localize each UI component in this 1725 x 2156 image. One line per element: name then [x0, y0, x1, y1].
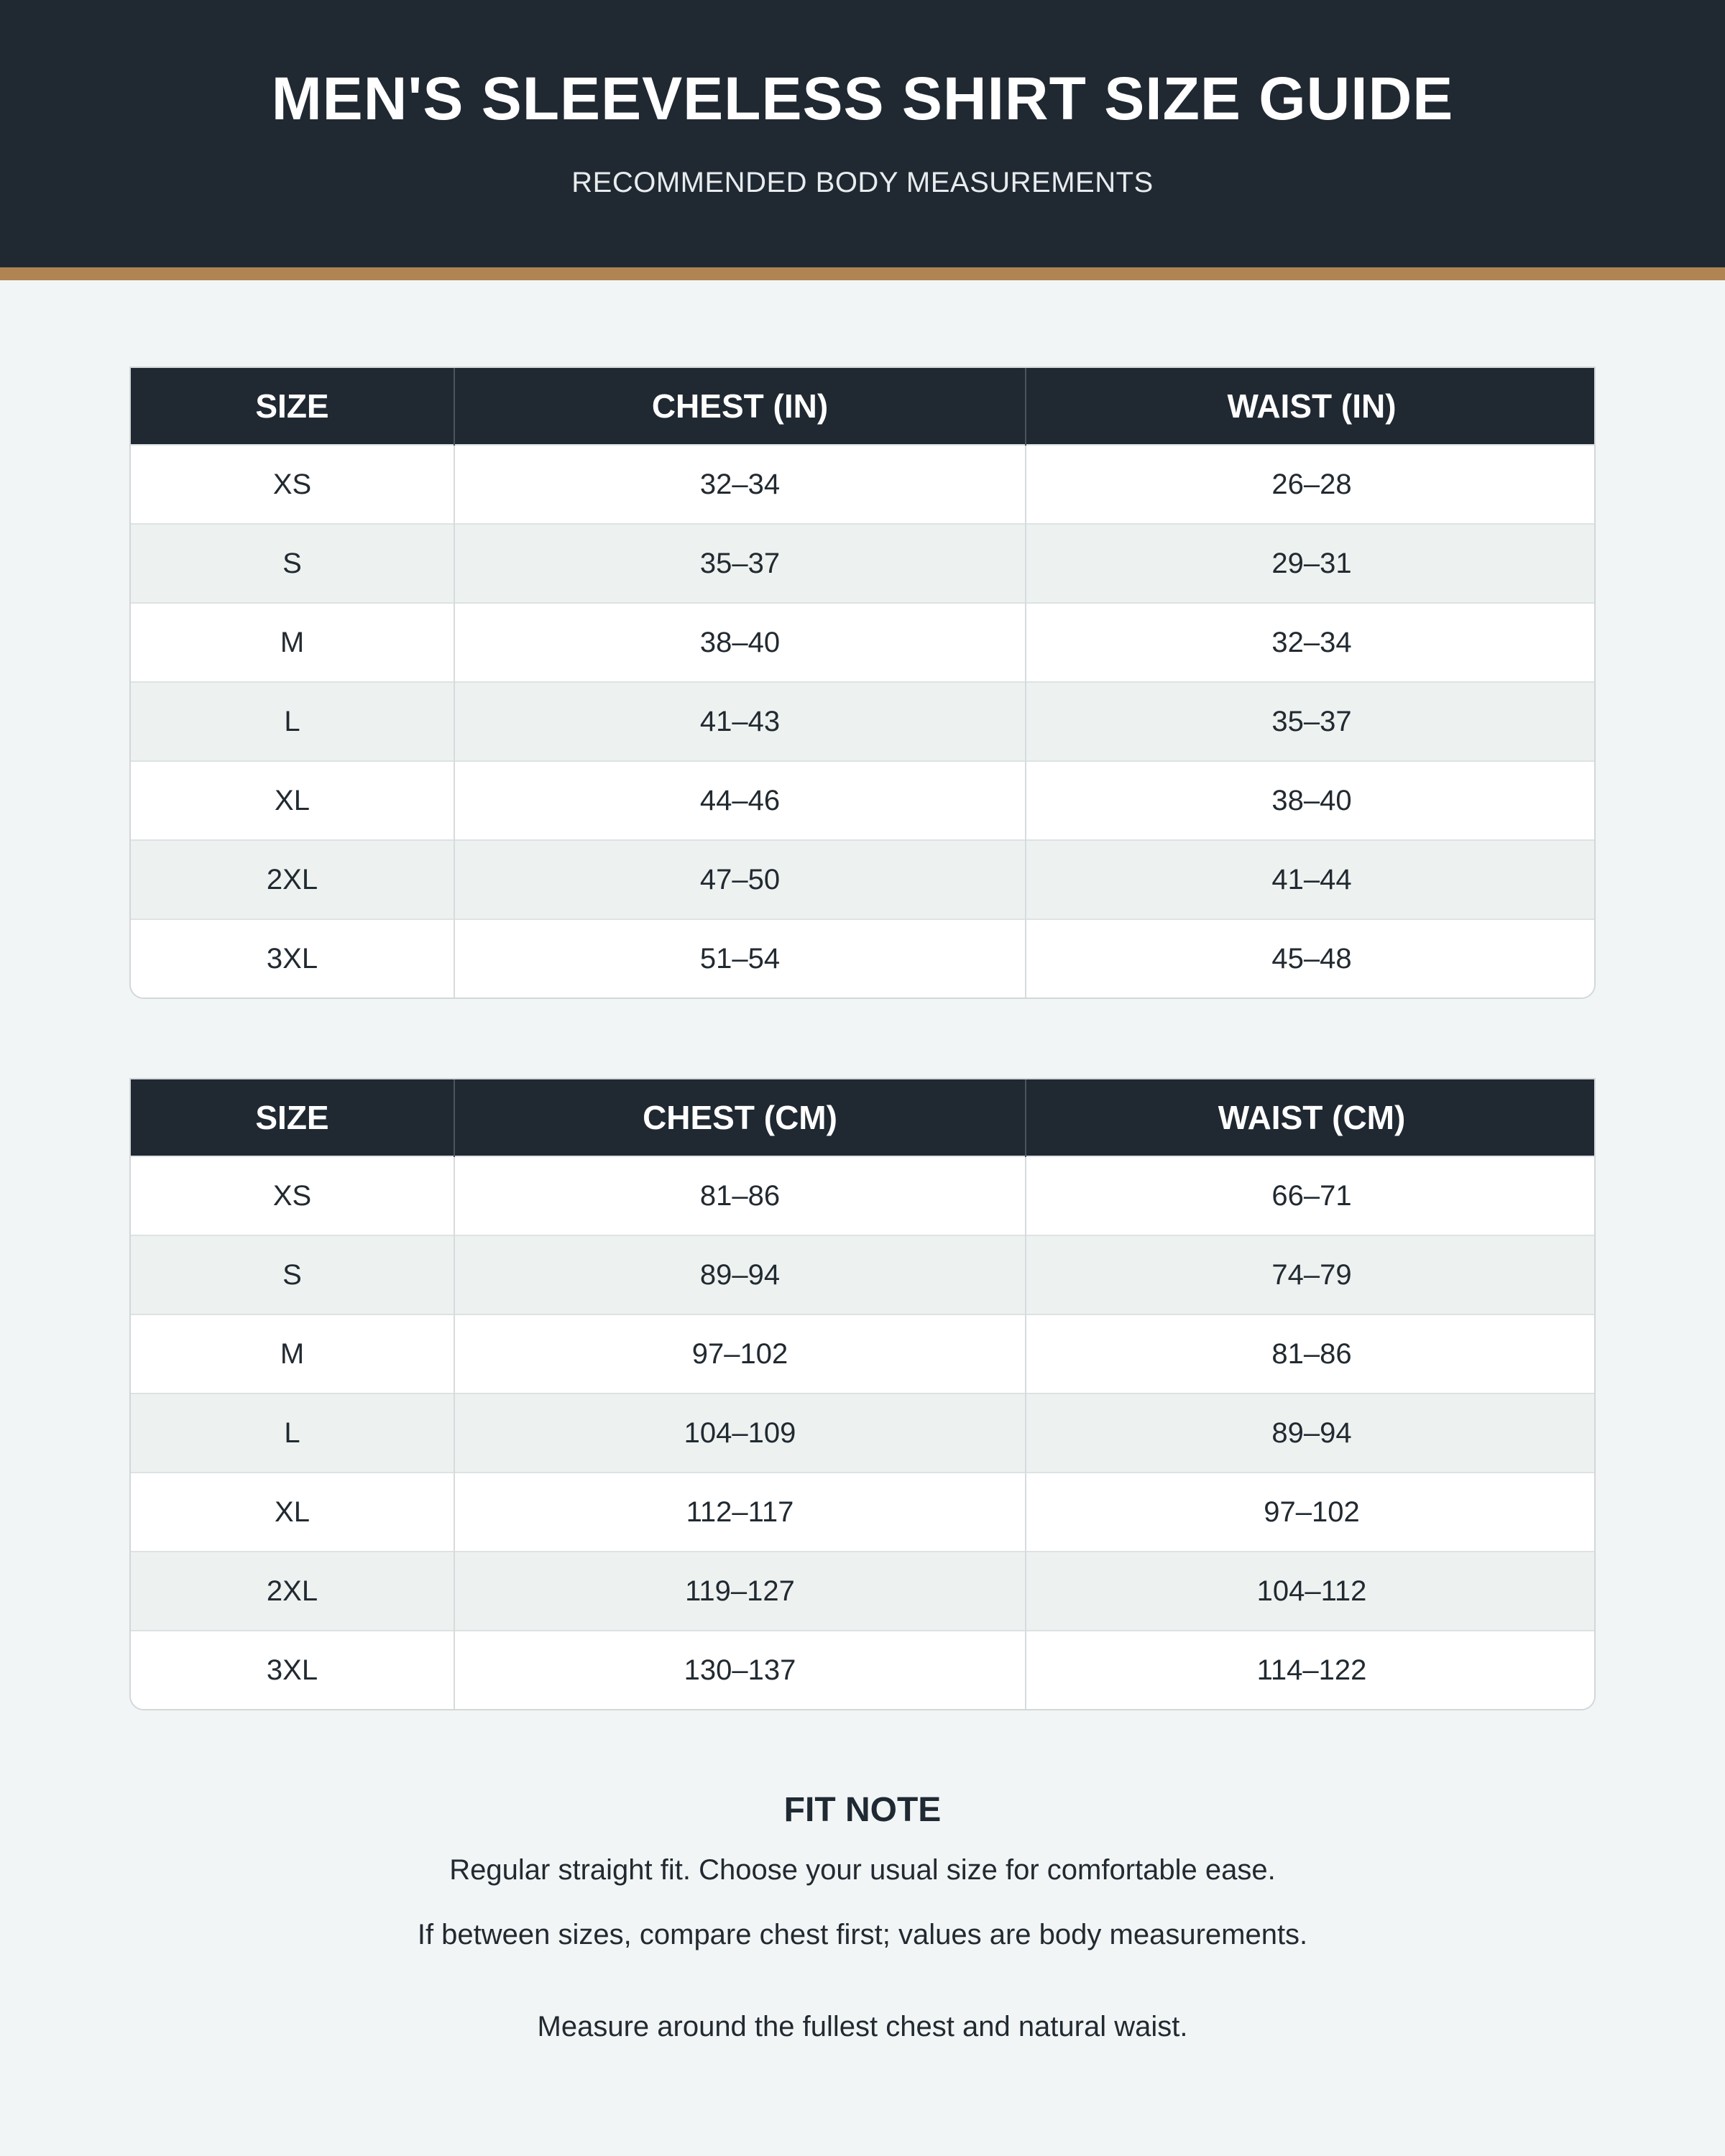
waist-cell: 97–102	[1026, 1473, 1596, 1552]
chest-cell: 51–54	[454, 919, 1026, 998]
waist-cell: 38–40	[1026, 761, 1596, 840]
waist-cell: 41–44	[1026, 840, 1596, 919]
chest-cell: 38–40	[454, 603, 1026, 682]
chest-cell: 89–94	[454, 1235, 1026, 1314]
column-header-waist: WAIST (CM)	[1026, 1079, 1596, 1156]
waist-cell: 26–28	[1026, 445, 1596, 524]
table-row	[131, 1631, 1596, 1709]
fit-note-heading: FIT NOTE	[783, 1791, 942, 1829]
waist-cell: 45–48	[1026, 919, 1596, 998]
column-header-chest: CHEST (CM)	[454, 1079, 1026, 1156]
size-cell: S	[131, 1235, 454, 1314]
table-row	[131, 603, 1596, 682]
column-header-size: SIZE	[131, 368, 454, 445]
page-title: MEN'S SLEEVELESS SHIRT SIZE GUIDE	[271, 65, 1454, 132]
table-row	[131, 1473, 1596, 1552]
waist-cell: 104–112	[1026, 1552, 1596, 1631]
table-row	[131, 919, 1596, 998]
waist-cell: 66–71	[1026, 1156, 1596, 1235]
chest-cell: 41–43	[454, 682, 1026, 761]
fit-note-line: Measure around the fullest chest and natural waist.	[537, 2011, 1188, 2042]
size-cell: 3XL	[131, 1631, 454, 1709]
waist-cell: 35–37	[1026, 682, 1596, 761]
page-header	[0, 0, 1725, 267]
chest-cell: 35–37	[454, 524, 1026, 603]
chest-cell: 47–50	[454, 840, 1026, 919]
chest-cell: 32–34	[454, 445, 1026, 524]
size-cell: XS	[131, 1156, 454, 1235]
accent-divider	[0, 267, 1725, 280]
page-subtitle: RECOMMENDED BODY MEASUREMENTS	[571, 167, 1154, 198]
table-row	[131, 682, 1596, 761]
fit-note-line: If between sizes, compare chest first; values are body measurements.	[417, 1919, 1308, 1950]
table-row	[131, 1393, 1596, 1473]
table-row	[131, 1235, 1596, 1314]
size-cell: 2XL	[131, 1552, 454, 1631]
size-cell: L	[131, 1393, 454, 1473]
waist-cell: 114–122	[1026, 1631, 1596, 1709]
column-header-waist: WAIST (IN)	[1026, 368, 1596, 445]
waist-cell: 74–79	[1026, 1235, 1596, 1314]
fit-note-line: Regular straight fit. Choose your usual size for comfortable ease.	[449, 1854, 1276, 1886]
size-cell: XL	[131, 761, 454, 840]
table-header-row	[131, 1079, 1596, 1156]
table-row	[131, 524, 1596, 603]
size-cell: S	[131, 524, 454, 603]
waist-cell: 89–94	[1026, 1393, 1596, 1473]
size-table-cm	[129, 1078, 1596, 1710]
fit-note-section	[0, 1789, 1725, 2044]
size-cell: XL	[131, 1473, 454, 1552]
chest-cell: 44–46	[454, 761, 1026, 840]
size-cell: XS	[131, 445, 454, 524]
table-row	[131, 445, 1596, 524]
chest-cell: 119–127	[454, 1552, 1026, 1631]
size-cell: M	[131, 1314, 454, 1393]
waist-cell: 29–31	[1026, 524, 1596, 603]
size-cell: M	[131, 603, 454, 682]
size-table-inches	[129, 367, 1596, 999]
chest-cell: 97–102	[454, 1314, 1026, 1393]
column-header-chest: CHEST (IN)	[454, 368, 1026, 445]
waist-cell: 81–86	[1026, 1314, 1596, 1393]
chest-cell: 130–137	[454, 1631, 1026, 1709]
table-row	[131, 1314, 1596, 1393]
chest-cell: 112–117	[454, 1473, 1026, 1552]
table-row	[131, 1156, 1596, 1235]
size-cell: L	[131, 682, 454, 761]
column-header-size: SIZE	[131, 1079, 454, 1156]
table-row	[131, 1552, 1596, 1631]
size-cell: 2XL	[131, 840, 454, 919]
table-header-row	[131, 368, 1596, 445]
waist-cell: 32–34	[1026, 603, 1596, 682]
chest-cell: 104–109	[454, 1393, 1026, 1473]
table-row	[131, 840, 1596, 919]
table-row	[131, 761, 1596, 840]
chest-cell: 81–86	[454, 1156, 1026, 1235]
size-cell: 3XL	[131, 919, 454, 998]
